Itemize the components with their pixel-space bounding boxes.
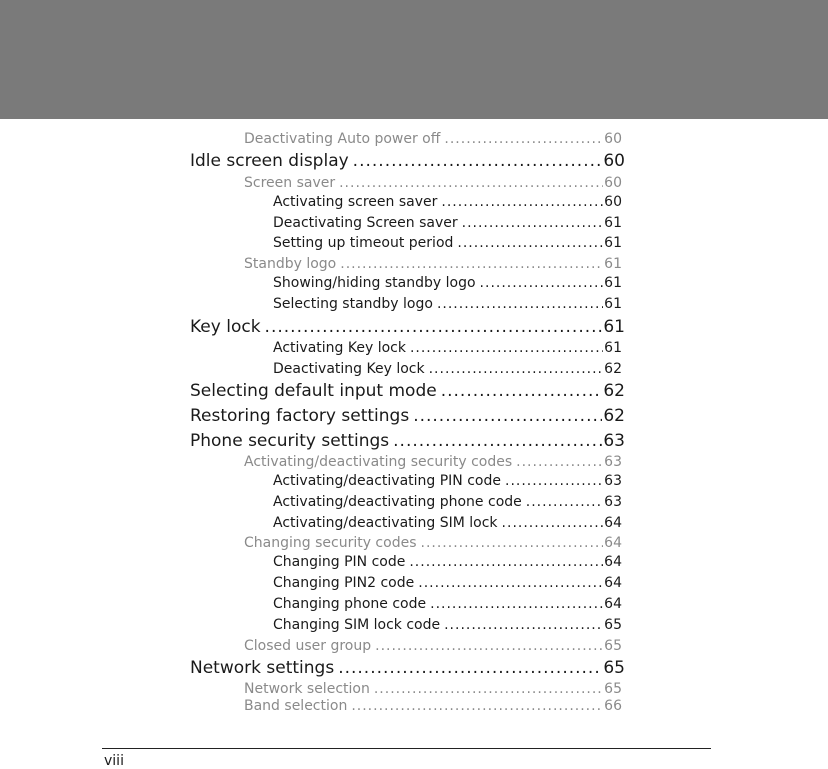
toc-entry-page: 63 [604, 473, 622, 489]
toc-entry-page: 60 [604, 194, 622, 210]
toc-entry [244, 131, 622, 147]
toc-entry [244, 256, 622, 272]
toc-leader-dots [418, 575, 603, 591]
toc-entry [273, 515, 622, 531]
toc-entry-title: Closed user group [244, 638, 372, 654]
toc-leader-dots [351, 698, 603, 714]
toc-entry-page: 65 [604, 681, 622, 697]
toc-entry [190, 431, 625, 451]
toc-entry [273, 340, 622, 356]
toc-entry-title: Deactivating Auto power off [244, 131, 441, 147]
toc-entry-page: 64 [604, 575, 622, 591]
toc-entry-page: 62 [603, 406, 625, 426]
toc-entry-page: 65 [604, 638, 622, 654]
toc-entry-page: 61 [604, 256, 622, 272]
toc-entry-page: 61 [604, 275, 622, 291]
toc-leader-dots [375, 638, 603, 654]
toc-entry [190, 317, 625, 337]
toc-entry-title: Restoring factory settings [190, 406, 410, 426]
toc-entry-page: 60 [604, 175, 622, 191]
toc-entry [244, 681, 622, 697]
toc-entry-title: Phone security settings [190, 431, 390, 451]
toc-entry [244, 638, 622, 654]
toc-leader-dots [353, 151, 603, 171]
toc-entry [273, 296, 622, 312]
toc-entry-title: Network settings [190, 658, 335, 678]
toc-entry-page: 63 [604, 494, 622, 510]
toc-entry-page: 64 [604, 596, 622, 612]
toc-leader-dots [340, 256, 603, 272]
toc-leader-dots [516, 454, 603, 470]
toc-entry-title: Idle screen display [190, 151, 349, 171]
toc-leader-dots [462, 215, 604, 231]
toc-entry-page: 61 [603, 317, 625, 337]
toc-leader-dots [393, 431, 602, 451]
toc-entry-page: 62 [603, 381, 625, 401]
toc-entry-title: Activating/deactivating PIN code [273, 473, 501, 489]
toc-entry [190, 406, 625, 426]
toc-entry-page: 62 [604, 361, 622, 377]
toc-entry-page: 60 [604, 131, 622, 147]
toc-entry-page: 61 [604, 296, 622, 312]
toc-entry [273, 473, 622, 489]
toc-entry-title: Setting up timeout period [273, 235, 454, 251]
toc-entry-title: Selecting default input mode [190, 381, 437, 401]
toc-entry-page: 61 [604, 340, 622, 356]
toc-leader-dots [480, 275, 604, 291]
toc-entry-title: Deactivating Screen saver [273, 215, 458, 231]
toc-entry-page: 64 [604, 554, 622, 570]
toc-leader-dots [505, 473, 603, 489]
toc-entry [273, 617, 622, 633]
toc-leader-dots [437, 296, 603, 312]
toc-entry [273, 596, 622, 612]
toc-entry-title: Activating screen saver [273, 194, 438, 210]
toc-entry [273, 275, 622, 291]
toc-leader-dots [441, 381, 603, 401]
toc-entry-page: 61 [604, 215, 622, 231]
toc-leader-dots [421, 535, 604, 551]
footer-rule [102, 748, 711, 749]
toc-entry-page: 63 [604, 454, 622, 470]
toc-entry-title: Standby logo [244, 256, 337, 272]
toc-entry-page: 65 [603, 658, 625, 678]
toc-entry [273, 554, 622, 570]
toc-entry [244, 698, 622, 714]
toc-leader-dots [457, 235, 603, 251]
toc-entry-page: 64 [604, 515, 622, 531]
toc-leader-dots [502, 515, 604, 531]
toc-entry-title: Screen saver [244, 175, 336, 191]
toc-entry [273, 361, 622, 377]
toc-entry-title: Activating/deactivating phone code [273, 494, 522, 510]
toc-entry-title: Changing security codes [244, 535, 417, 551]
toc-entry-title: Band selection [244, 698, 348, 714]
toc-entry [273, 575, 622, 591]
toc-entry-page: 65 [604, 617, 622, 633]
toc-entry-title: Activating/deactivating SIM lock [273, 515, 498, 531]
toc-entry [244, 454, 622, 470]
toc-entry [244, 175, 622, 191]
toc-entry-page: 64 [604, 535, 622, 551]
toc-entry [244, 535, 622, 551]
toc-entry-title: Network selection [244, 681, 370, 697]
footer-page-number: viii [104, 753, 124, 769]
toc-entry-page: 60 [603, 151, 625, 171]
toc-entry-title: Activating Key lock [273, 340, 406, 356]
toc-leader-dots [339, 175, 603, 191]
toc-entry-title: Changing SIM lock code [273, 617, 441, 633]
toc-leader-dots [441, 194, 603, 210]
toc-entry-title: Showing/hiding standby logo [273, 275, 476, 291]
toc-entry [190, 658, 625, 678]
toc-leader-dots [444, 131, 603, 147]
toc-entry [190, 381, 625, 401]
header-band [0, 0, 828, 119]
toc-entry-title: Activating/deactivating security codes [244, 454, 513, 470]
toc-leader-dots [413, 406, 602, 426]
toc-leader-dots [526, 494, 603, 510]
toc-leader-dots [338, 658, 602, 678]
toc-entry [190, 151, 625, 171]
toc-entry-page: 66 [604, 698, 622, 714]
toc-entry [273, 194, 622, 210]
toc-entry [273, 494, 622, 510]
toc-entry-page: 61 [604, 235, 622, 251]
toc-entry-title: Changing phone code [273, 596, 427, 612]
toc-entry [273, 235, 622, 251]
toc-leader-dots [374, 681, 603, 697]
toc-entry-title: Changing PIN2 code [273, 575, 415, 591]
toc-leader-dots [410, 340, 603, 356]
toc-entry-title: Deactivating Key lock [273, 361, 425, 377]
toc-entry-title: Changing PIN code [273, 554, 406, 570]
toc-entry [273, 215, 622, 231]
toc-leader-dots [444, 617, 603, 633]
toc-leader-dots [429, 361, 604, 377]
toc-leader-dots [265, 317, 603, 337]
toc-leader-dots [430, 596, 603, 612]
toc-leader-dots [409, 554, 603, 570]
toc-entry-page: 63 [603, 431, 625, 451]
toc-entry-title: Selecting standby logo [273, 296, 433, 312]
toc-entry-title: Key lock [190, 317, 261, 337]
